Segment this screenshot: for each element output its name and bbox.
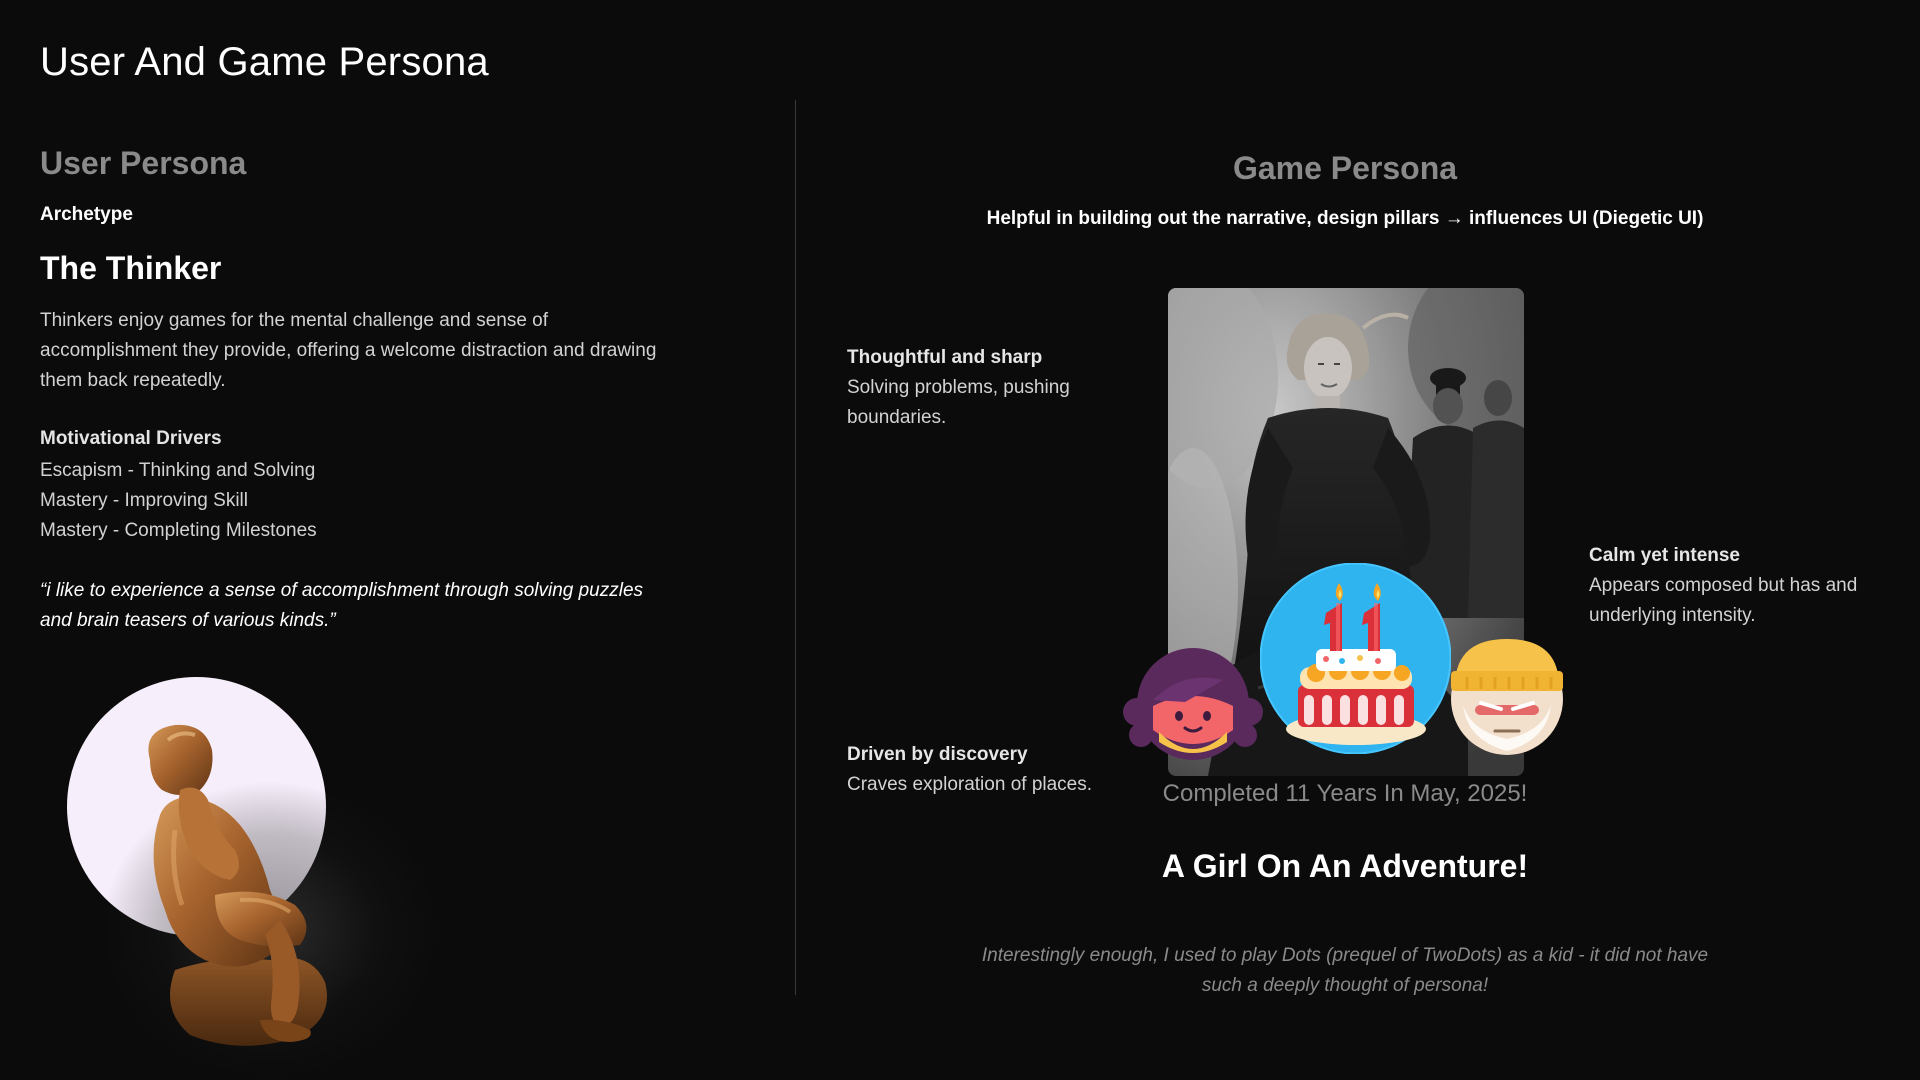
- trait-title: Calm yet intense: [1589, 545, 1740, 566]
- user-persona-heading: User Persona: [40, 145, 247, 181]
- game-persona-subtitle: Helpful in building out the narrative, design pillars → influences UI (Diegetic UI): [986, 208, 1704, 229]
- trait-description: Craves exploration of places.: [847, 774, 1093, 795]
- page-title: User And Game Persona: [40, 40, 489, 84]
- motivational-drivers-heading: Motivational Drivers: [40, 428, 222, 449]
- archetype-label: Archetype: [40, 204, 133, 225]
- user-quote: “i like to experience a sense of accomplishment through solving puzzles and brain teasers of various kinds.”: [40, 580, 644, 631]
- trait-title: Thoughtful and sharp: [847, 347, 1043, 368]
- column-divider: [795, 100, 796, 995]
- thinker-statue-icon: [120, 720, 350, 1050]
- old-man-avatar-icon: [1447, 635, 1567, 755]
- badge-caption: Completed 11 Years In May, 2025!: [1162, 780, 1528, 807]
- driver-item: Escapism - Thinking and Solving: [40, 460, 316, 481]
- birthday-cake-11-icon: [1260, 563, 1451, 754]
- trait-title: Driven by discovery: [847, 744, 1028, 765]
- archetype-description: Thinkers enjoy games for the mental challenge and sense of accomplishment they provide, offering a welcome distraction and drawing them back repeatedly.: [40, 310, 657, 391]
- trait-description: Appears composed but has and underlying intensity.: [1589, 575, 1858, 626]
- persona-footnote: Interestingly enough, I used to play Dots (prequel of TwoDots) as a kid - it did not have such a deeply thought of persona!: [981, 945, 1709, 996]
- game-persona-heading: Game Persona: [1232, 150, 1458, 186]
- trait-thoughtful: [847, 347, 1147, 433]
- driver-item: Mastery - Completing Milestones: [40, 520, 317, 541]
- motivational-drivers-list: [40, 456, 317, 546]
- trait-calm: [1589, 545, 1879, 631]
- driver-item: Mastery - Improving Skill: [40, 490, 248, 511]
- trait-description: Solving problems, pushing boundaries.: [847, 377, 1070, 428]
- character-title: A Girl On An Adventure!: [1161, 848, 1529, 884]
- girl-avatar-icon: [1123, 640, 1263, 760]
- archetype-name: The Thinker: [40, 250, 222, 286]
